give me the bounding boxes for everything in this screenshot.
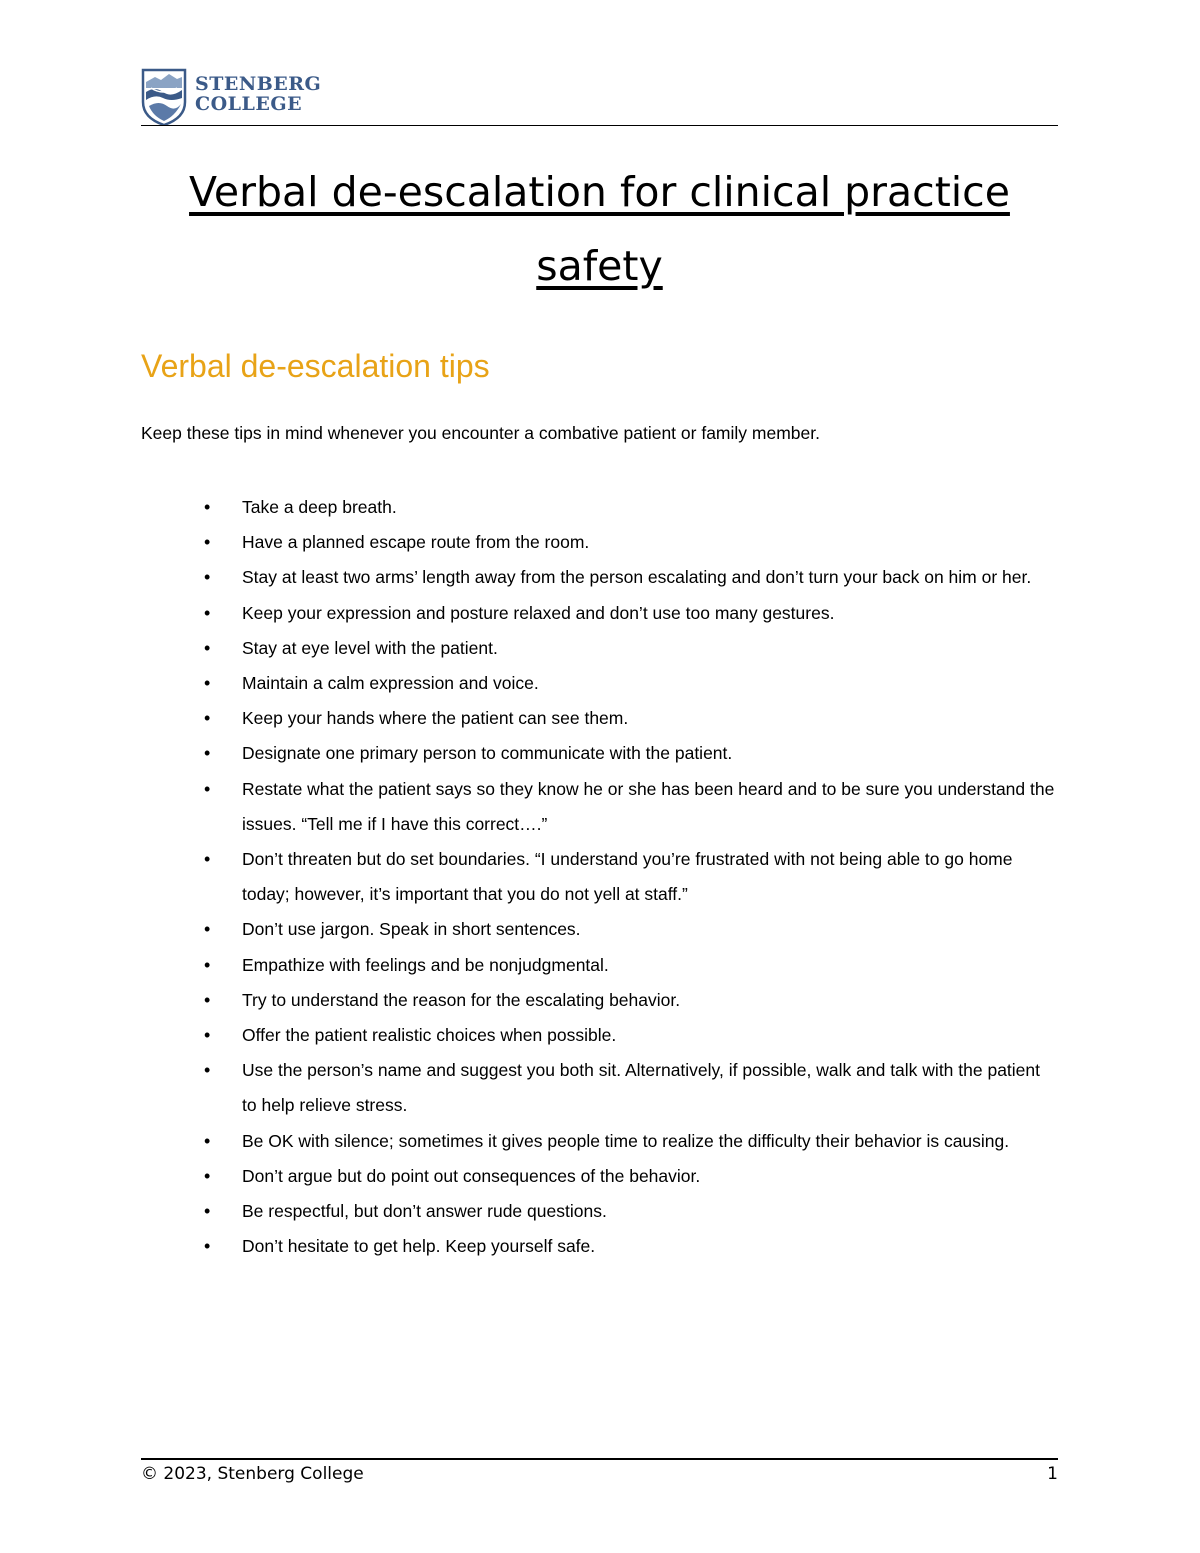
list-item: [141, 772, 1058, 842]
bullet-icon: •: [204, 602, 211, 623]
tip-text: Don’t threaten but do set boundaries. “I understand you’re frustrated with not being able to go home today; however, it’s important that you do not yell at staff.”: [242, 849, 1013, 905]
list-item: [141, 948, 1058, 983]
tip-text: Be respectful, but don’t answer rude questions.: [242, 1201, 607, 1222]
section-heading: Verbal de-escalation tips: [141, 348, 490, 384]
list-item: [141, 842, 1058, 912]
bullet-icon: •: [204, 989, 211, 1010]
bullet-icon: •: [204, 497, 211, 517]
list-item: [141, 1229, 1058, 1264]
logo-wordmark: [195, 74, 321, 114]
tip-text: Don’t hesitate to get help. Keep yourself safe.: [242, 1236, 596, 1257]
list-item: [141, 983, 1058, 1018]
tip-text: Keep your expression and posture relaxed and don’t use too many gestures.: [242, 602, 835, 623]
stenberg-shield-logo-icon: [141, 68, 187, 126]
footer-divider: [141, 1458, 1058, 1460]
bullet-icon: •: [204, 673, 211, 694]
list-item: [141, 1018, 1058, 1053]
list-item: [141, 1053, 1058, 1123]
tip-text: Don’t use jargon. Speak in short sentences.: [242, 919, 581, 940]
tip-text: Stay at eye level with the patient.: [242, 637, 498, 658]
document-title: Verbal de-escalation for clinical practice safety: [189, 168, 1010, 290]
page-header: [141, 68, 1058, 126]
list-item: [141, 560, 1058, 595]
tip-text: Have a planned escape route from the room.: [242, 532, 590, 553]
tip-text: Try to understand the reason for the escalating behavior.: [242, 989, 681, 1010]
list-item: [141, 736, 1058, 771]
bullet-icon: •: [204, 1165, 211, 1186]
list-item: [141, 1124, 1058, 1159]
bullet-icon: •: [204, 1236, 211, 1257]
bullet-icon: •: [204, 1025, 211, 1046]
tip-text: Don’t argue but do point out consequences of the behavior.: [242, 1165, 701, 1186]
tip-text: Stay at least two arms’ length away from the person escalating and don’t turn your back on him or her.: [242, 567, 1032, 588]
bullet-icon: •: [204, 849, 211, 870]
bullet-icon: •: [204, 1201, 211, 1222]
tip-text: Take a deep breath.: [242, 497, 397, 517]
tip-text: Be OK with silence; sometimes it gives people time to realize the difficulty their behavior is causing.: [242, 1130, 1010, 1151]
tip-text: Keep your hands where the patient can see them.: [242, 708, 629, 729]
header-divider: [141, 125, 1058, 126]
tip-text: Use the person’s name and suggest you both sit. Alternatively, if possible, walk and talk with the patient to help relieve stress.: [242, 1060, 1041, 1116]
tip-text: Designate one primary person to communicate with the patient.: [242, 743, 733, 764]
list-item: [141, 490, 1058, 525]
bullet-icon: •: [204, 954, 211, 975]
bullet-icon: •: [204, 637, 211, 658]
list-item: [141, 912, 1058, 947]
bullet-icon: •: [204, 919, 211, 940]
tip-text: Empathize with feelings and be nonjudgmental.: [242, 954, 609, 975]
list-item: [141, 1194, 1058, 1229]
tips-list: [141, 490, 1058, 1264]
logo-line-2: COLLEGE: [195, 93, 303, 115]
intro-paragraph: Keep these tips in mind whenever you encounter a combative patient or family member.: [141, 423, 820, 443]
list-item: [141, 701, 1058, 736]
bullet-icon: •: [204, 1130, 211, 1151]
list-item: [141, 666, 1058, 701]
list-item: [141, 631, 1058, 666]
bullet-icon: •: [204, 743, 211, 764]
bullet-icon: •: [204, 532, 211, 553]
bullet-icon: •: [204, 778, 211, 799]
tip-text: Maintain a calm expression and voice.: [242, 673, 539, 694]
bullet-icon: •: [204, 1060, 211, 1081]
page-number: 1: [1047, 1464, 1058, 1484]
tip-text: Restate what the patient says so they know he or she has been heard and to be sure you understand the issues. “Tell me if I have this correct….”: [242, 778, 1055, 834]
list-item: [141, 596, 1058, 631]
list-item: [141, 525, 1058, 560]
bullet-icon: •: [204, 708, 211, 729]
logo-line-1: STENBERG: [195, 73, 322, 95]
list-item: [141, 1159, 1058, 1194]
tip-text: Offer the patient realistic choices when possible.: [242, 1025, 617, 1046]
footer-copyright: © 2023, Stenberg College: [141, 1464, 364, 1484]
bullet-icon: •: [204, 567, 211, 588]
